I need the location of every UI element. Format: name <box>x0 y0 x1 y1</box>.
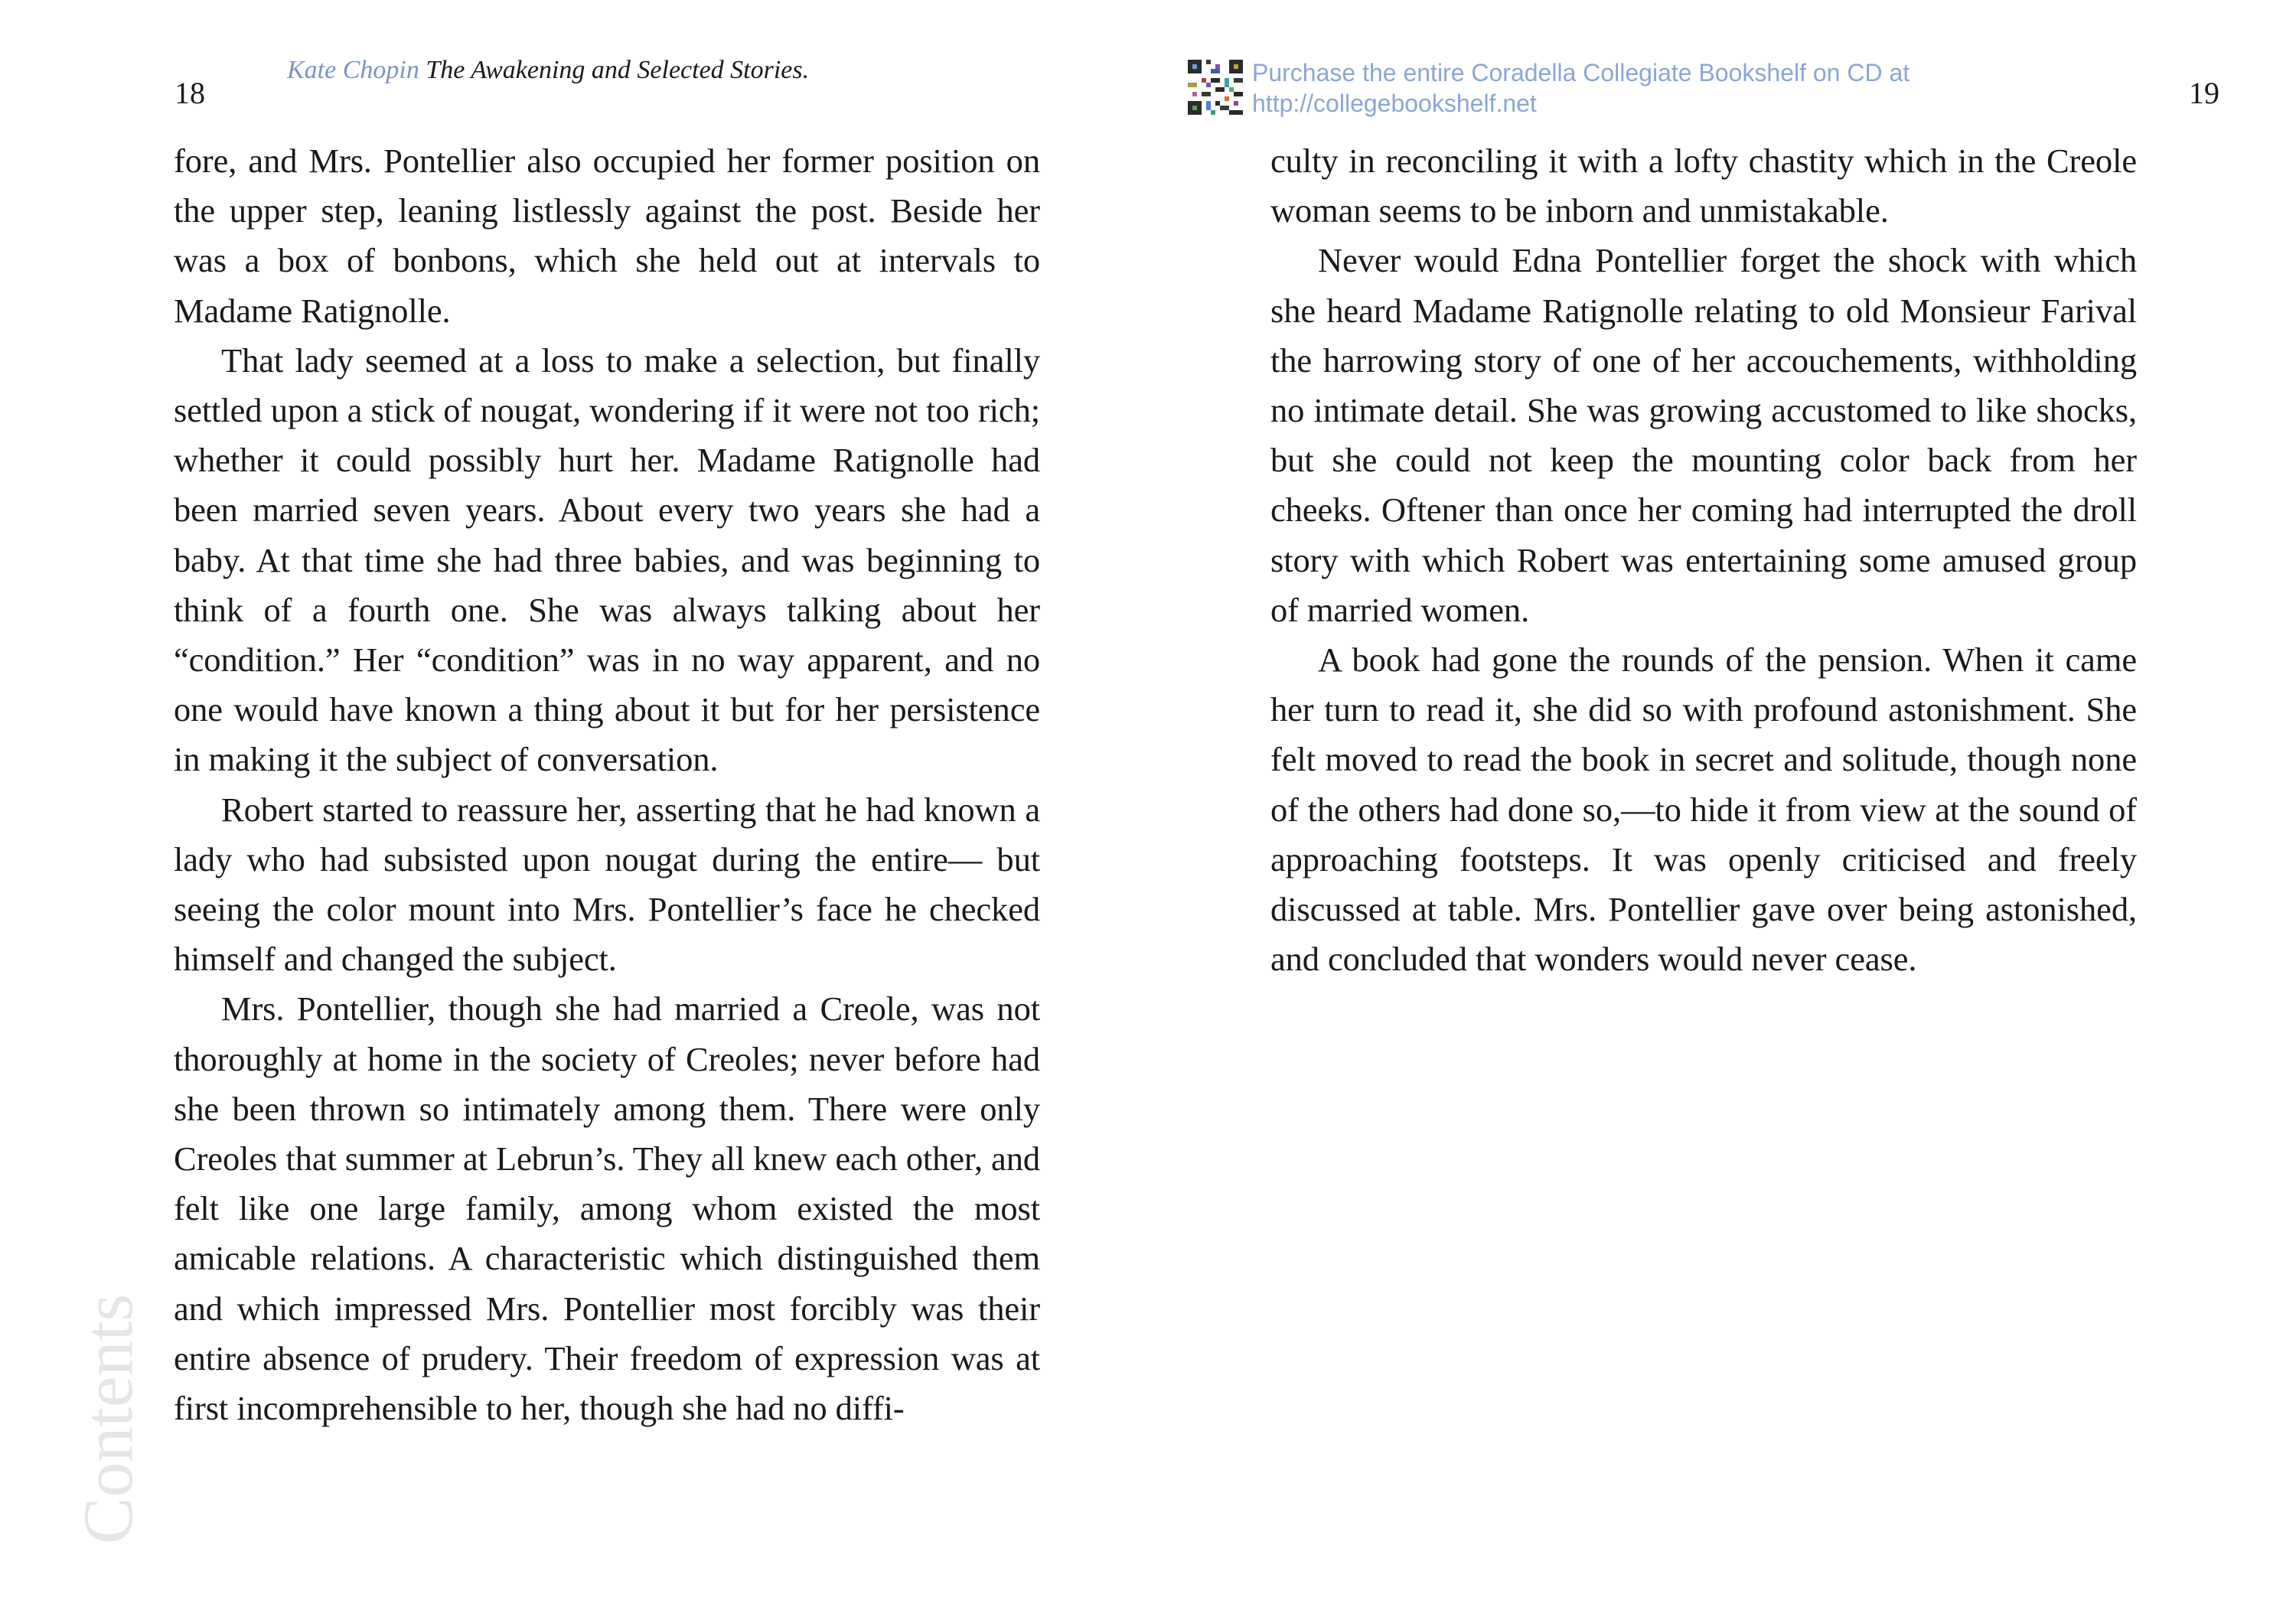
qr-code-icon <box>1188 60 1243 115</box>
contents-tab[interactable]: Contents <box>69 1293 147 1544</box>
body-text <box>1270 136 2137 984</box>
paragraph: Mrs. Pontellier, though she had married a Creole, was not thoroughly at home in the society of Creoles; never before had she been thrown so intimately among them. There were only Creoles that summer at Lebrun’s. They all knew each other, and felt like one large family, among whom existed the most amicable relations. A characteristic which distinguished them and which impressed Mrs. Pontellier most forcibly was their entire absence of prudery. Their freedom of expression was at first incomprehensible to her, though she had no diffi- <box>174 989 1040 1428</box>
page-number: 18 <box>174 76 205 110</box>
paragraph: A book had gone the rounds of the pension. When it came her turn to read it, she did so with profound astonishment. She felt moved to read the book in secret and solitude, though none of the others had done so,—to hide it from view at the sound of approaching footsteps. It was openly criticised and freely discussed at table. Mrs. Pontellier gave over being astonished, and concluded that wonders would never cease. <box>1270 641 2137 979</box>
right-page <box>1148 0 2296 1607</box>
paragraph: Robert started to reassure her, asserting that he had known a lady who had subsisted upon nougat during the entire— but seeing the color mount into Mrs. Pontellier’s face he checked himself and changed the subject. <box>174 790 1040 979</box>
paragraph: That lady seemed at a loss to make a selection, but finally settled upon a stick of nougat, wondering if it were not too rich; whether it could possibly hurt her. Madame Ratignolle had been married seven years. About every two years she had a baby. At that time she had three babies, and was beginning to think of a fourth one. She was always talking about her “condition.” Her “condition” was in no way apparent, and no one would have known a thing about it but for her persistence in making it the subject of conversation. <box>174 341 1040 779</box>
book-title: The Awakening and Selected Stories. <box>426 56 810 84</box>
promo-text[interactable] <box>1252 57 1910 119</box>
promo-line[interactable]: Purchase the entire Coradella Collegiate Bookshelf on CD at <box>1252 59 1910 86</box>
paragraph: Never would Edna Pontellier forget the shock with which she heard Madame Ratignolle relating to old Monsieur Farival the harrowing story of one of her accouchements, withholding no intimate detail. She was growing accustomed to like shocks, but she could not keep the mounting color back from her cheeks. Oftener than once her coming had interrupted the droll story with which Robert was entertaining some amused group of married women. <box>1270 241 2137 629</box>
promo-url[interactable]: http://collegebookshelf.net <box>1252 90 1537 117</box>
paragraph: fore, and Mrs. Pontellier also occupied her former position on the upper step, leaning listlessly against the post. Beside her was a box of bonbons, which she held out at intervals to Madame Ratignolle. <box>174 142 1040 330</box>
body-text <box>174 136 1040 1433</box>
paragraph: culty in reconciling it with a lofty chastity which in the Creole woman seems to be inborn and unmistakable. <box>1270 142 2137 230</box>
running-head <box>287 54 809 87</box>
page-number: 19 <box>2189 76 2219 110</box>
author-link[interactable]: Kate Chopin <box>287 56 419 84</box>
promo-link[interactable] <box>1188 57 1910 119</box>
